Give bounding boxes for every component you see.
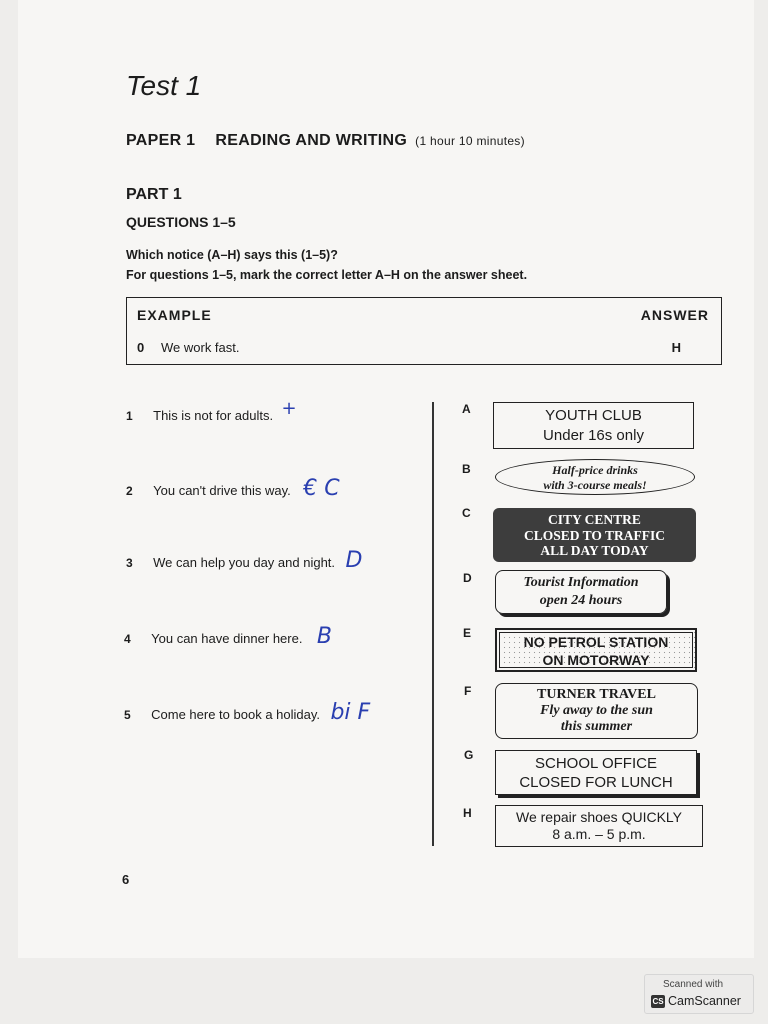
instruction-line-1: Which notice (A–H) says this (1–5)?	[126, 248, 338, 262]
questions-label: QUESTIONS 1–5	[126, 214, 236, 230]
example-box	[126, 297, 722, 365]
handwritten-answer: € C	[303, 476, 340, 501]
notice-line: CLOSED FOR LUNCH	[519, 774, 673, 791]
notice-line: CLOSED TO TRAFFIC	[523, 527, 666, 543]
column-divider	[432, 402, 434, 846]
notice-line: ALL DAY TODAY	[540, 543, 649, 558]
question-number: 5	[124, 708, 131, 722]
notice-youth-club	[493, 402, 694, 449]
question-number: 2	[126, 484, 133, 498]
instruction-line-2: For questions 1–5, mark the correct letter A–H on the answer sheet.	[126, 268, 528, 282]
question-text: We can help you day and night.	[153, 555, 336, 570]
example-text: We work fast.	[161, 340, 240, 355]
notice-letter: E	[463, 626, 472, 640]
camscanner-logo-icon: CS	[652, 997, 664, 1006]
instructions	[126, 245, 527, 285]
notice-line: YOUTH CLUB	[545, 407, 642, 424]
notice-half-price-drinks	[495, 459, 695, 495]
question-item	[124, 700, 370, 725]
notice-line: this summer	[560, 719, 633, 734]
paper-name: READING AND WRITING	[215, 132, 408, 149]
question-text: Come here to book a holiday.	[151, 707, 321, 722]
question-number: 3	[126, 556, 133, 570]
handwritten-answer: B	[316, 624, 332, 649]
notice-letter: F	[464, 684, 472, 698]
notice-line: Under 16s only	[543, 427, 644, 444]
paper-heading	[126, 132, 525, 150]
paper-duration: (1 hour 10 minutes)	[415, 134, 525, 148]
question-item	[126, 476, 340, 501]
part-heading: PART 1	[126, 186, 182, 203]
camscanner-watermark	[644, 974, 754, 1014]
notice-line: Fly away to the sun	[540, 703, 653, 718]
notice-line: 8 a.m. – 5 p.m.	[552, 826, 646, 842]
example-answer: H	[671, 340, 681, 355]
notice-shoe-repair	[495, 805, 703, 847]
question-number: 4	[124, 632, 131, 646]
notice-line: with 3-course meals!	[543, 478, 647, 492]
notice-line: NO PETROL STATION	[523, 634, 669, 650]
notice-letter: B	[462, 462, 471, 476]
handwritten-answer: bi F	[330, 700, 371, 725]
handwritten-answer: +	[281, 398, 297, 419]
notice-line: SCHOOL OFFICE	[535, 755, 657, 772]
question-text: You can't drive this way.	[153, 483, 291, 498]
notice-letter: A	[462, 402, 471, 416]
notice-tourist-information	[495, 570, 667, 614]
example-number: 0	[137, 340, 145, 355]
watermark-line-2: CamScanner	[668, 994, 741, 1008]
notice-line: CITY CENTRE	[548, 512, 641, 527]
notice-letter: D	[463, 571, 472, 585]
notice-city-centre	[493, 508, 696, 562]
notice-line: ON MOTORWAY	[542, 652, 650, 668]
question-item	[126, 398, 297, 425]
answer-heading: ANSWER	[640, 307, 709, 323]
question-text: This is not for adults.	[153, 408, 274, 423]
notice-no-petrol-station	[495, 628, 697, 672]
watermark-line-1: Scanned with	[663, 979, 724, 990]
notice-letter: G	[464, 748, 474, 762]
notice-letter: C	[462, 506, 471, 520]
notice-line: Half-price drinks	[552, 463, 638, 477]
example-heading: EXAMPLE	[137, 307, 212, 323]
paper-number: PAPER 1	[126, 132, 196, 149]
question-number: 1	[126, 409, 133, 423]
notice-line: TURNER TRAVEL	[537, 687, 656, 702]
notice-turner-travel	[495, 683, 698, 739]
page-number: 6	[122, 872, 130, 887]
question-item	[126, 548, 362, 573]
test-title: Test 1	[126, 70, 202, 101]
notice-school-office	[495, 750, 697, 795]
notice-line: We repair shoes QUICKLY	[516, 809, 682, 825]
question-text: You can have dinner here.	[151, 631, 303, 646]
notice-letter: H	[463, 806, 472, 820]
handwritten-answer: D	[345, 548, 363, 573]
question-item	[124, 624, 332, 649]
notice-line: Tourist Information	[523, 575, 639, 590]
notice-line: open 24 hours	[539, 593, 623, 608]
